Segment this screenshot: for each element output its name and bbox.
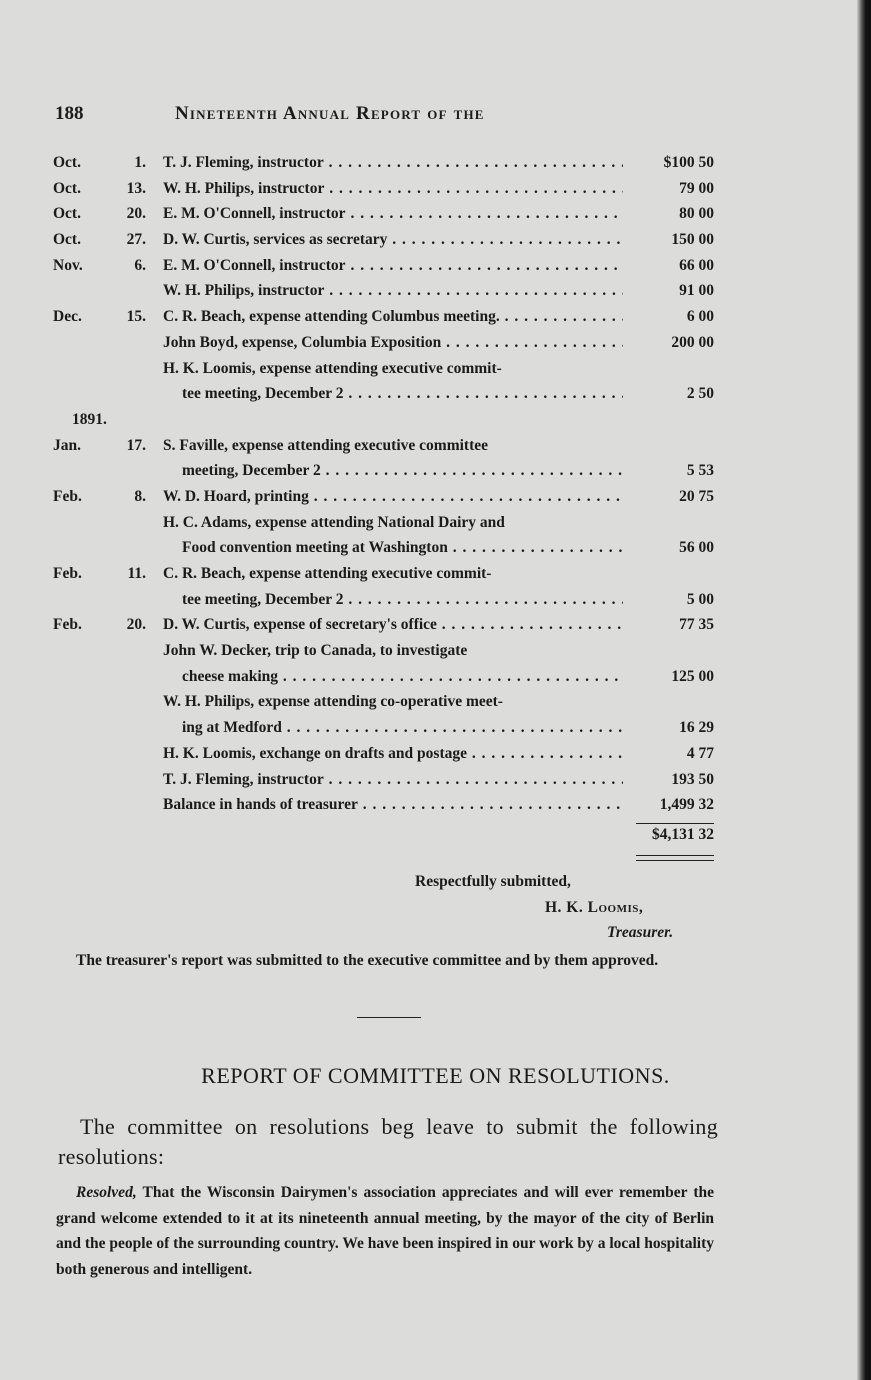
ledger-description: D. W. Curtis, services as secretary . . . — [163, 227, 623, 253]
ledger-day: 15. — [126, 308, 146, 326]
ledger-amount: 1,499 32 — [659, 796, 714, 814]
ledger-description: W. D. Hoard, printing . . . — [163, 484, 623, 510]
section-title: REPORT OF COMMITTEE ON RESOLUTIONS. — [201, 1063, 670, 1088]
section-intro: The committee on resolutions beg leave to submit the following resolutions: — [58, 1114, 718, 1169]
ledger-description: W. H. Philips, instructor . . . — [163, 278, 623, 304]
ledger-amount: $100 50 — [663, 154, 714, 171]
ledger-amount: 6 00 — [686, 308, 714, 326]
ledger-row — [0, 715, 871, 741]
ledger-row — [0, 535, 871, 561]
ledger-month: Oct. — [53, 154, 81, 171]
ledger-day: 8. — [134, 487, 146, 505]
page-number: 188 — [55, 103, 84, 124]
ledger-description: D. W. Curtis, expense of secretary's office . . . — [163, 612, 623, 638]
ledger-row — [0, 792, 871, 818]
ledger-description: E. M. O'Connell, instructor . . . — [163, 201, 623, 227]
ledger-day: 6. — [134, 256, 146, 274]
ledger-amount: 5 00 — [686, 590, 714, 608]
ledger-row — [0, 150, 871, 176]
section-divider — [357, 1017, 421, 1018]
ledger-description: Balance in hands of treasurer . . . — [163, 792, 623, 818]
ledger-row — [0, 304, 871, 330]
ledger-row — [0, 612, 871, 638]
ledger-row — [0, 741, 871, 767]
ledger-description: T. J. Fleming, instructor . . . — [163, 767, 623, 793]
ledger-month: Feb. — [53, 565, 82, 582]
ledger-row — [0, 253, 871, 279]
ledger-month: Nov. — [53, 256, 83, 274]
ledger-day: 20. — [126, 616, 146, 634]
ledger-amount: 77 35 — [679, 616, 714, 634]
ledger-row — [0, 689, 871, 715]
ledger-description: E. M. O'Connell, instructor . . . — [163, 253, 623, 279]
signoff-name: H. K. Loomis, — [545, 899, 644, 916]
ledger-description: John W. Decker, trip to Canada, to investigate — [163, 642, 468, 660]
ledger-amount: 4 77 — [686, 744, 714, 762]
ledger-amount: 16 29 — [679, 719, 714, 737]
approval-paragraph: The treasurer's report was submitted to the executive committee and by them approved. — [76, 952, 659, 969]
ledger-amount: 5 53 — [686, 462, 714, 480]
ledger-amount: 80 00 — [679, 205, 714, 223]
ledger-description: T. J. Fleming, instructor . . . — [163, 150, 623, 176]
ledger-row — [0, 201, 871, 227]
total-rule — [636, 823, 714, 824]
expense-ledger — [0, 150, 871, 818]
ledger-day: 11. — [127, 565, 146, 582]
ledger-row — [0, 458, 871, 484]
ledger-row — [0, 767, 871, 793]
resolution-text: That the Wisconsin Dairymen's association appreciates and will ever remember the grand welcome extended to it at its nineteenth annual meeting, by the mayor of the city of Berlin and the people of the surrounding country. We have been inspired in our work by a local hospitality both generous and intelligent. — [56, 1184, 714, 1278]
ledger-description: tee meeting, December 2 . . . — [182, 381, 623, 407]
ledger-row — [0, 227, 871, 253]
ledger-amount: 91 00 — [679, 282, 714, 300]
ledger-description: ing at Medford . . . — [182, 715, 623, 741]
signoff-closing: Respectfully submitted, — [415, 873, 571, 890]
total-double-rule — [636, 855, 714, 861]
ledger-description: S. Faville, expense attending executive committee — [163, 436, 488, 454]
ledger-row — [0, 484, 871, 510]
signoff-title: Treasurer. — [607, 924, 674, 941]
ledger-month: Oct. — [53, 231, 81, 249]
ledger-description: W. H. Philips, expense attending co-operative meet- — [163, 693, 503, 711]
ledger-month: Dec. — [53, 308, 82, 326]
ledger-day: 20. — [126, 205, 146, 223]
ledger-amount: 66 00 — [679, 256, 714, 274]
ledger-row — [0, 664, 871, 690]
ledger-description: meeting, December 2 . . . — [182, 458, 623, 484]
ledger-row — [0, 176, 871, 202]
ledger-row — [0, 587, 871, 613]
ledger-row — [0, 407, 871, 433]
ledger-description: H. K. Loomis, expense attending executive commit- — [163, 359, 502, 377]
ledger-amount: 193 50 — [671, 770, 714, 788]
ledger-description: H. K. Loomis, exchange on drafts and postage . . . — [163, 741, 623, 767]
ledger-month: Oct. — [53, 179, 81, 197]
ledger-row — [0, 638, 871, 664]
running-title: Nineteenth Annual Report of the — [175, 103, 485, 124]
ledger-description: tee meeting, December 2 . . . — [182, 587, 623, 613]
ledger-row — [0, 356, 871, 382]
ledger-amount: 2 50 — [686, 385, 714, 403]
ledger-amount: 20 75 — [679, 487, 714, 505]
ledger-description: John Boyd, expense, Columbia Exposition . . . — [163, 330, 623, 356]
ledger-description: Food convention meeting at Washington . . . — [182, 535, 623, 561]
ledger-row — [0, 433, 871, 459]
ledger-description: H. C. Adams, expense attending National Dairy and — [163, 513, 505, 531]
ledger-description: C. R. Beach, expense attending Columbus meeting. . . . — [163, 304, 623, 330]
ledger-year: 1891. — [72, 410, 107, 428]
ledger-month: Oct. — [53, 205, 81, 223]
ledger-row — [0, 381, 871, 407]
ledger-amount: 56 00 — [679, 539, 714, 557]
ledger-amount: 79 00 — [679, 179, 714, 197]
ledger-month: Feb. — [53, 616, 82, 634]
ledger-day: 27. — [126, 231, 146, 249]
ledger-total: $4,131 32 — [652, 826, 714, 843]
ledger-month: Feb. — [53, 487, 82, 505]
ledger-month: Jan. — [53, 436, 81, 454]
ledger-row — [0, 330, 871, 356]
ledger-day: 13. — [126, 179, 146, 197]
ledger-description: W. H. Philips, instructor . . . — [163, 176, 623, 202]
ledger-day: 1. — [134, 154, 146, 171]
ledger-row — [0, 510, 871, 536]
ledger-amount: 200 00 — [671, 333, 714, 351]
resolution-lead: Resolved, — [76, 1184, 137, 1201]
ledger-amount: 125 00 — [671, 667, 714, 685]
ledger-row — [0, 278, 871, 304]
ledger-day: 17. — [126, 436, 146, 454]
ledger-description: C. R. Beach, expense attending executive commit- — [163, 565, 492, 582]
ledger-description: cheese making . . . — [182, 664, 623, 690]
resolution-paragraph — [56, 1180, 714, 1282]
ledger-row — [0, 561, 871, 587]
ledger-amount: 150 00 — [671, 231, 714, 249]
